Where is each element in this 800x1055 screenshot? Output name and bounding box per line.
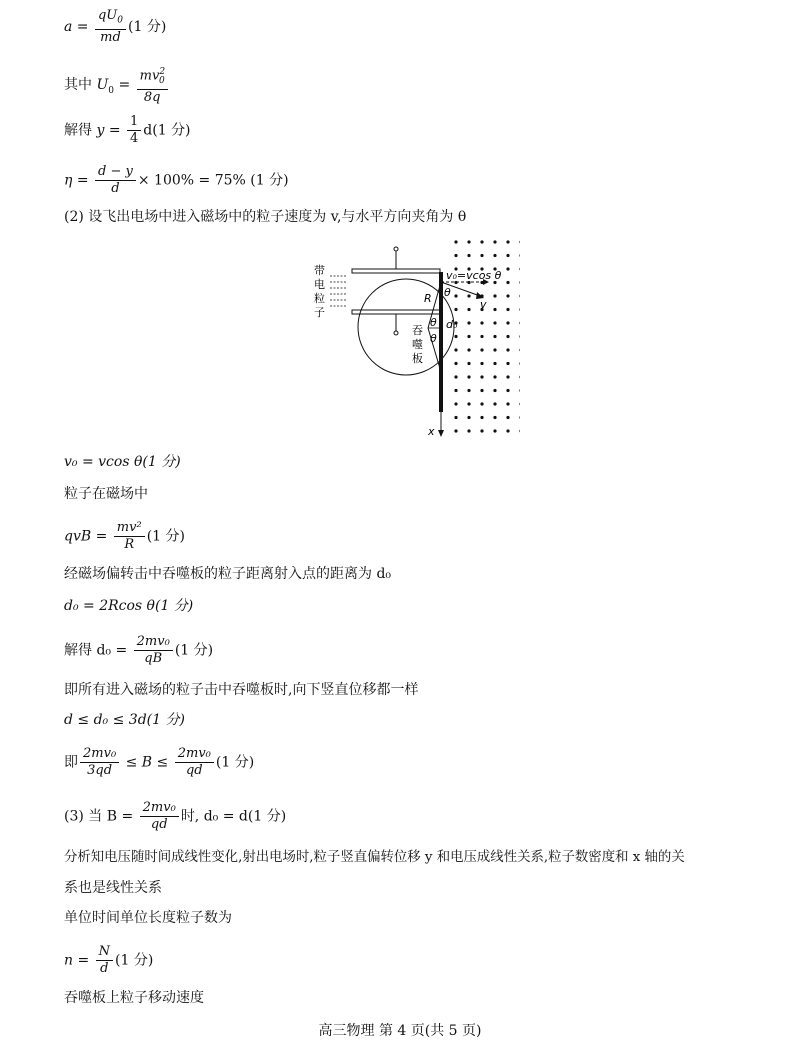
d0-prefix: 解得 d₀ = [64, 642, 132, 659]
field-dot [454, 389, 457, 392]
n-num: N [96, 944, 113, 961]
page-footer: 高三物理 第 4 页(共 5 页) [318, 1023, 482, 1039]
field-dot [454, 308, 457, 311]
field-dot [506, 348, 509, 351]
field-dot [506, 308, 509, 311]
field-dot [454, 294, 457, 297]
field-dot [480, 362, 483, 365]
field-dot [506, 335, 509, 338]
field-dot [480, 402, 483, 405]
part3-den: qd [150, 817, 168, 832]
label-zi: 子 [314, 306, 325, 319]
a-score: (1 分) [128, 18, 167, 35]
field-dot [454, 335, 457, 338]
part3-rest: 时, d₀ = d(1 分) [180, 808, 287, 825]
field-dot [467, 389, 470, 392]
b-score: (1 分) [215, 754, 255, 771]
formula-acceleration [64, 8, 166, 46]
b-fraction-2 [175, 746, 214, 779]
field-dot [480, 240, 483, 243]
field-dot [506, 281, 509, 284]
u0-den: 8q [143, 89, 161, 105]
upper-terminal [394, 247, 398, 251]
field-dot [519, 281, 520, 284]
u0-prefix: 其中 [64, 76, 97, 93]
field-dot [454, 429, 457, 432]
formula-u0 [64, 64, 170, 106]
field-dot [493, 294, 496, 297]
lower-plate [352, 310, 440, 314]
field-dot [519, 267, 520, 270]
field-dot [467, 348, 470, 351]
field-dot [506, 389, 509, 392]
field-dot [480, 335, 483, 338]
field-dot [519, 402, 520, 405]
n-score: (1 分) [115, 952, 154, 969]
a-num-sub: 0 [117, 15, 123, 26]
u0-num-sup: 2 [159, 67, 166, 77]
field-dot [493, 375, 496, 378]
x-axis-arrow [438, 430, 444, 437]
field-dot [467, 321, 470, 324]
field-dot [480, 429, 483, 432]
field-dot [454, 254, 457, 257]
part3-num: 2mv₀ [140, 800, 179, 817]
d0-fraction [134, 634, 173, 667]
field-dot [467, 240, 470, 243]
field-dot [519, 308, 520, 311]
field-dot [506, 267, 509, 270]
field-dot [506, 294, 509, 297]
label-shi: 噬 [412, 338, 423, 351]
field-dot [467, 254, 470, 257]
label-theta-2: θ [430, 316, 437, 329]
formula-n [64, 944, 153, 977]
field-dot [454, 375, 457, 378]
field-dot [467, 402, 470, 405]
label-theta-3: θ [430, 332, 437, 345]
field-dot [506, 240, 509, 243]
u0-num-sub: 0 [159, 75, 165, 86]
field-dot [493, 308, 496, 311]
field-dot [519, 348, 520, 351]
u0-eq: = [114, 76, 135, 93]
field-dot [480, 375, 483, 378]
upper-plate [352, 269, 440, 273]
qvb-score: (1 分) [146, 528, 185, 545]
field-dot [493, 335, 496, 338]
field-dot [467, 335, 470, 338]
a-fraction [95, 8, 126, 46]
field-dot [493, 240, 496, 243]
field-dot [506, 416, 509, 419]
field-dot [467, 308, 470, 311]
diagram-svg [300, 232, 520, 442]
field-dot [493, 348, 496, 351]
label-theta-1: θ [444, 286, 451, 299]
field-dot [506, 429, 509, 432]
b-mid: ≤ B ≤ [121, 754, 173, 771]
field-dot [519, 362, 520, 365]
y-lhs: y = [96, 122, 125, 139]
formula-range-d: d ≤ d₀ ≤ 3d(1 分) [64, 712, 185, 728]
field-dot [467, 294, 470, 297]
b-fraction-1 [80, 746, 119, 779]
formula-b-range [64, 746, 254, 779]
field-dot [506, 254, 509, 257]
label-v0: v₀=vcos θ [446, 269, 502, 282]
field-dot [506, 362, 509, 365]
text-unit-count: 单位时间单位长度粒子数为 [64, 910, 232, 926]
formula-d0: d₀ = 2Rcos θ(1 分) [64, 598, 194, 614]
qvb-fraction [114, 520, 145, 553]
y-rest: d(1 分) [143, 122, 191, 139]
field-dot [480, 254, 483, 257]
part3-heading [64, 800, 286, 833]
label-R: R [424, 292, 432, 305]
a-num [95, 8, 126, 30]
text-all-same: 即所有进入磁场的粒子击中吞噬板时,向下竖直位移都一样 [64, 682, 419, 698]
field-dot [493, 362, 496, 365]
field-dot [519, 321, 520, 324]
field-dot [519, 254, 520, 257]
field-dot [493, 429, 496, 432]
n-lhs: n = [64, 952, 94, 969]
field-dot [454, 348, 457, 351]
field-dot [519, 335, 520, 338]
n-den: d [100, 961, 109, 976]
field-dot [506, 402, 509, 405]
u0-num [137, 64, 168, 90]
formula-efficiency [64, 164, 289, 197]
label-v: v [480, 298, 487, 311]
field-dot [467, 375, 470, 378]
field-dot [493, 321, 496, 324]
part3-fraction [140, 800, 179, 833]
qvb-num: mv² [114, 520, 145, 537]
text-deflect: 经磁场偏转击中吞噬板的粒子距离射入点的距离为 d₀ [64, 566, 392, 582]
a-lhs: a = [64, 18, 93, 35]
b-num-2: 2mv₀ [175, 746, 214, 763]
u0-num-text: mv [139, 68, 160, 84]
field-dot [519, 389, 520, 392]
field-dot [480, 321, 483, 324]
field-dot [480, 416, 483, 419]
label-li: 粒 [314, 292, 325, 305]
y-num: 1 [127, 114, 141, 131]
u0-fraction [137, 64, 168, 106]
formula-y [64, 114, 191, 147]
field-dot [454, 362, 457, 365]
eta-lhs: η = [64, 172, 94, 189]
label-dian: 电 [314, 278, 325, 291]
field-dot [454, 416, 457, 419]
field-dot [519, 429, 520, 432]
text-analysis-2: 系也是线性关系 [64, 880, 162, 896]
part3-prefix: (3) 当 B = [64, 808, 138, 825]
eta-rest: × 100% = 75% (1 分) [137, 172, 289, 189]
formula-lorentz [64, 520, 185, 553]
field-dot [519, 294, 520, 297]
field-dot [493, 402, 496, 405]
absorber-plate [439, 272, 443, 412]
text-in-field: 粒子在磁场中 [64, 486, 148, 502]
field-dot [467, 429, 470, 432]
b-prefix: 即 [64, 754, 78, 771]
field-dot [480, 389, 483, 392]
qvb-lhs: qvB = [64, 528, 112, 545]
b-den-1: 3qd [87, 763, 113, 778]
y-fraction [127, 114, 141, 147]
formula-d0-solved [64, 634, 213, 667]
field-dot [493, 389, 496, 392]
part2-heading: (2) 设飞出电场中进入磁场中的粒子速度为 v,与水平方向夹角为 θ [64, 209, 467, 225]
field-dot [519, 375, 520, 378]
physics-diagram [300, 232, 520, 442]
eta-fraction [95, 164, 136, 197]
text-analysis-1: 分析知电压随时间成线性变化,射出电场时,粒子竖直偏转位移 y 和电压成线性关系,粒子数密度和 x 轴的关 [64, 850, 685, 865]
eta-num: d − y [95, 164, 136, 181]
field-dot [454, 240, 457, 243]
field-dot [467, 362, 470, 365]
label-tun: 吞 [412, 324, 423, 337]
field-dot [519, 416, 520, 419]
particle-beam [330, 276, 346, 306]
label-d0: d₀ [446, 318, 458, 331]
n-fraction [96, 944, 113, 977]
eta-den: d [111, 181, 120, 196]
u0-lhs-sub: 0 [108, 85, 114, 96]
field-dot [454, 402, 457, 405]
a-den: md [100, 29, 121, 45]
field-dot [506, 321, 509, 324]
lower-terminal [394, 331, 398, 335]
y-den: 4 [130, 131, 139, 146]
label-ban: 板 [412, 352, 423, 365]
field-dot [493, 254, 496, 257]
y-prefix: 解得 [64, 122, 97, 139]
field-dot [493, 416, 496, 419]
field-dot [506, 375, 509, 378]
a-num-text: qU [97, 8, 118, 23]
b-den-2: qd [185, 763, 203, 778]
u0-lhs: U [96, 76, 109, 93]
d0-score: (1 分) [174, 642, 214, 659]
formula-v0: v₀ = vcos θ(1 分) [64, 454, 181, 470]
field-dot [519, 240, 520, 243]
b-num-1: 2mv₀ [80, 746, 119, 763]
d0-den: qB [144, 651, 163, 666]
label-x: x [428, 425, 435, 438]
text-speed: 吞噬板上粒子移动速度 [64, 990, 204, 1006]
field-dot [467, 416, 470, 419]
label-dai: 带 [314, 264, 325, 277]
qvb-den: R [124, 537, 135, 552]
field-dot [480, 348, 483, 351]
d0-num: 2mv₀ [134, 634, 173, 651]
